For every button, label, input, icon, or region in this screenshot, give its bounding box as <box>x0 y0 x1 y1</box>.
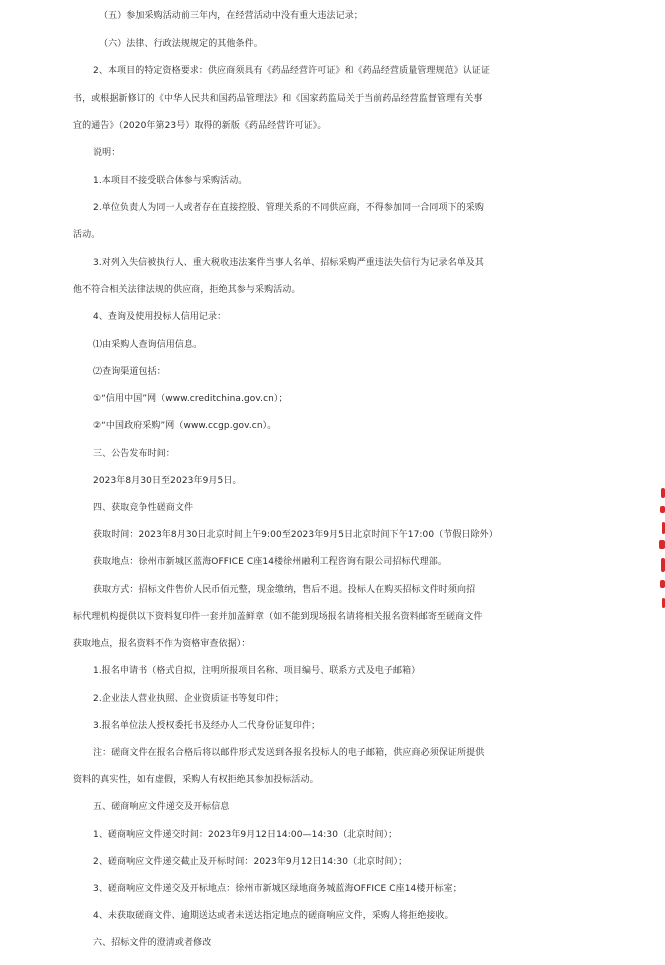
text-line: 获取地点，报名资料不作为资格审查依据）： <box>73 639 251 649</box>
text-line: 六、招标文件的澄清或者修改 <box>93 938 212 948</box>
text-line: 五、磋商响应文件递交及开标信息 <box>93 802 230 812</box>
text-line: 1、磋商响应文件递交时间：2023年9月12日14:00—14:30（北京时间）； <box>93 830 398 840</box>
text-line: 2、本项目的特定资格要求：供应商须具有《药品经营许可证》和《药品经营质量管理规范》认证证 <box>93 66 491 76</box>
text-line: 获取时间：2023年8月30日北京时间上午9:00至2023年9月5日北京时间下午17:00（节假日除外） <box>93 530 498 540</box>
text-line: 2.企业法人营业执照、企业资质证书等复印件； <box>93 694 284 704</box>
text-line: 获取方式：招标文件售价人民币佰元整，现金缴纳，售后不退。投标人在购买招标文件时须向招 <box>93 585 476 595</box>
text-line: （六）法律、行政法规规定的其他条件。 <box>99 39 263 49</box>
text-line: ①“信用中国”网（www.creditchina.gov.cn）； <box>93 394 288 404</box>
text-line: 2023年8月30日至2023年9月5日。 <box>93 476 242 486</box>
text-line: 宜的通告》（2020年第23号）取得的新版《药品经营许可证》。 <box>73 121 327 131</box>
text-line: 书，或根据新修订的《中华人民共和国药品管理法》和《国家药监局关于当前药品经营监督管理有关事 <box>73 94 483 104</box>
text-line: 4、查询及使用投标人信用记录： <box>93 312 227 322</box>
text-line: ②“中国政府采购”网（www.ccgp.gov.cn）。 <box>93 421 277 431</box>
text-line: 2.单位负责人为同一人或者存在直接控股、管理关系的不同供应商，不得参加同一合同项下的采购 <box>93 203 484 213</box>
text-line: 2、磋商响应文件递交截止及开标时间：2023年9月12日14:30（北京时间）； <box>93 857 408 867</box>
text-line: ⑵查询渠道包括： <box>93 367 166 377</box>
red-seal-edge <box>658 488 665 610</box>
text-line: 3、磋商响应文件递交及开标地点：徐州市新城区绿地商务城蓝海OFFICE C座14楼开标室； <box>93 884 462 894</box>
text-line: 注：磋商文件在报名合格后将以邮件形式发送到各报名投标人的电子邮箱，供应商必须保证所提供 <box>93 748 485 758</box>
text-line: 1.报名申请书（格式自拟，注明所报项目名称、项目编号、联系方式及电子邮箱） <box>93 666 421 676</box>
text-line: 3.报名单位法人授权委托书及经办人二代身份证复印件； <box>93 721 321 731</box>
text-line: 资料的真实性，如有虚假，采购人有权拒绝其参加投标活动。 <box>73 775 319 785</box>
text-line: 三、公告发布时间： <box>93 449 175 459</box>
text-line: 标代理机构提供以下资料复印件一套并加盖鲜章（如不能到现场报名请将相关报名资料邮寄至磋商文件 <box>73 612 483 622</box>
text-line: 4、未获取磋商文件、逾期送达或者未送达指定地点的磋商响应文件，采购人将拒绝接收。 <box>93 911 454 921</box>
text-line: 说明： <box>93 148 121 158</box>
text-line: 获取地点：徐州市新城区蓝海OFFICE C座14楼徐州融利工程咨询有限公司招标代理部。 <box>93 557 447 567</box>
text-line: 四、获取竞争性磋商文件 <box>93 503 194 513</box>
text-line: （五）参加采购活动前三年内，在经营活动中没有重大违法记录； <box>99 11 363 21</box>
text-line: ⑴由采购人查询信用信息。 <box>93 340 203 350</box>
text-line: 活动。 <box>73 230 101 240</box>
text-line: 1.本项目不接受联合体参与采购活动。 <box>93 176 248 186</box>
text-line: 他不符合相关法律法规的供应商，拒绝其参与采购活动。 <box>73 285 301 295</box>
text-line: 3.对列入失信被执行人、重大税收违法案件当事人名单、招标采购严重违法失信行为记录名单及其 <box>93 258 484 268</box>
